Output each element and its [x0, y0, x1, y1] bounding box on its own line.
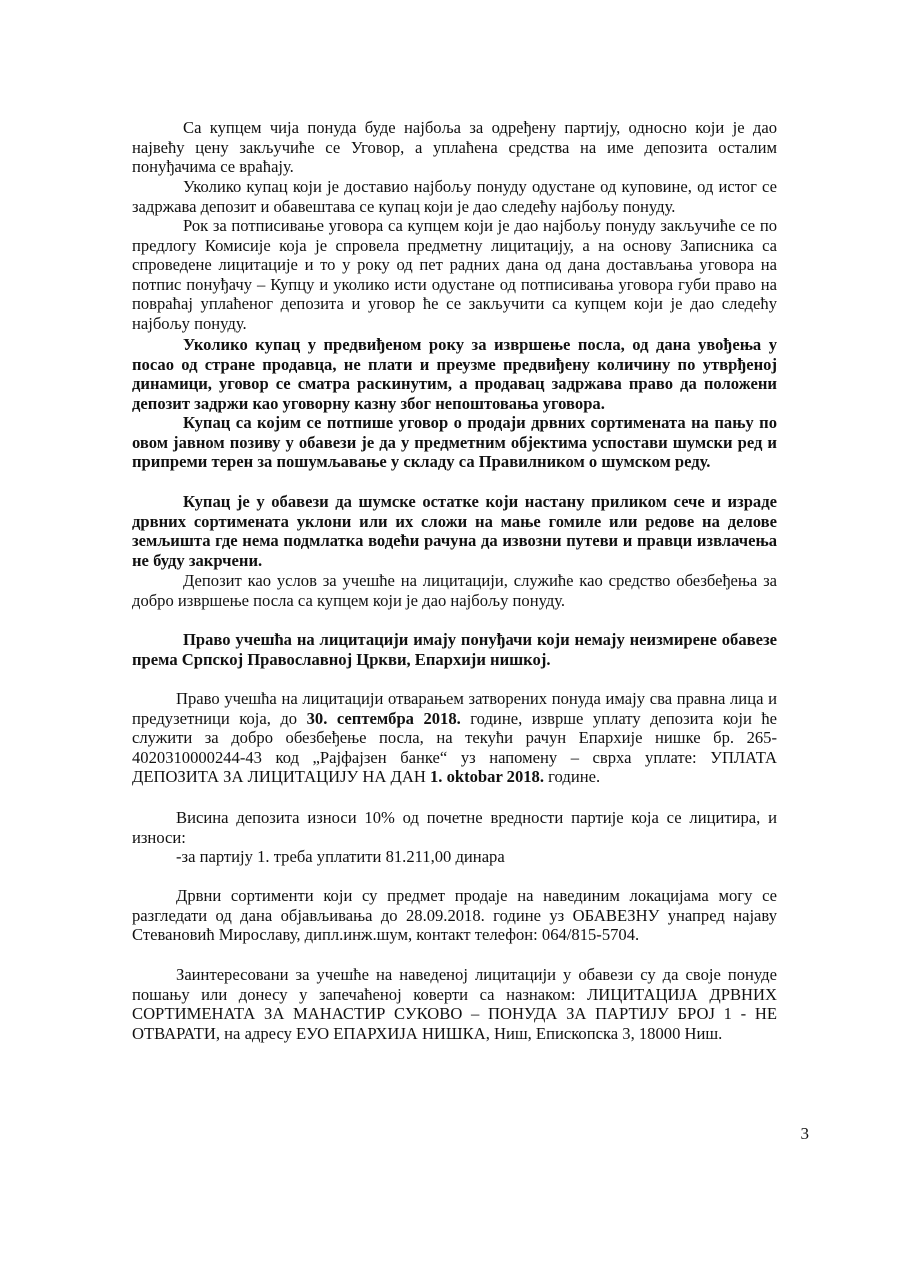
paragraph-forest-order: Купац са којим се потпише уговор о продаји дрвних сортимената на пању по овом јавном позиву у обавези је да у предметним објектима успостави шумски ред и припреми терен за пошумљавање у складу са Правилником о шумском реду.	[132, 413, 777, 472]
paragraph-deposit-security: Депозит као услов за учешће на лицитацији, служиће као средство обезбеђења за добро извршење посла са купцем који је дао најбољу понуду.	[132, 571, 777, 610]
paragraph-participation-right: Право учешћа на лицитацији имају понуђачи који немају неизмирене обавезе према Српској Православној Цркви, Епархији нишкој.	[132, 630, 777, 669]
deposit-text-part: Право учешћа на лицитацији отварањем затворених понуда имају сва правна лица и предузетници која, до	[132, 689, 777, 728]
deposit-text-part: године, изврше уплату депозита који ће служити за добро обезбеђење посла, на текући рачун Епархије нишке бр. 265-4020310000244-43 код „Рајфајзен банке“ уз напомену – сврха уплате: УПЛАТА ДЕПОЗИТА ЗА ЛИЦИТАЦИЈУ НА ДАН	[132, 708, 777, 787]
paragraph-deposit-amount: Висина депозита износи 10% од почетне вредности партије која се лицитира, и износи:	[132, 808, 777, 847]
paragraph-payment-default: Уколико купац у предвиђеном року за извршење посла, од дана увођења у посао од стране продавца, не плати и преузме предвиђену количину по утврђеној динамици, уговор се сматра раскинутим, а продавац задржава право да положени депозит задржи као уговорну казну због непоштовања уговора.	[132, 335, 777, 413]
paragraph-forest-residues: Купац је у обавези да шумске остатке који настану приликом сече и израде дрвних сортимената уклони или их сложи на мање гомиле или редове на делове земљишта где нема подмлатка водећи рачуна да извозни путеви и правци извлачења не буду закрчени.	[132, 492, 777, 570]
page-number: 3	[800, 1124, 809, 1143]
paragraph-signing-deadline: Рок за потписивање уговора са купцем који је дао најбољу понуду закључиће се по предлогу Комисије која је спровела предметну лицитацију, а на основу Записника са спроведене лицитације и то у року од пет радних дана од дана достављања уговора на потпис понуђачу – Купцу и уколико исти одустане од потписивања уговора губи право на повраћај уплаћеног депозита и уговор ће се закључити са купцем који је дао следећу најбољу понуду.	[132, 216, 777, 333]
paragraph-contract-best-bidder: Са купцем чија понуда буде најбоља за одређену партију, односно који је дао највећу цену закључиће се Уговор, а уплаћена средства на име депозита осталим понуђачима се враћају.	[132, 118, 777, 177]
deposit-deadline-date: 30. септембра 2018.	[306, 708, 461, 728]
paragraph-inspection: Дрвни сортименти који су предмет продаје на навединим локацијама могу се разгледати од дана објављивања до 28.09.2018. године уз ОБАВЕЗНУ унапред најаву Стевановић Мирославу, дипл.инж.шум, контакт телефон: 064/815-5704.	[132, 886, 777, 945]
deposit-text-part: године.	[544, 767, 601, 787]
paragraph-buyer-withdrawal: Уколико купац који је доставио најбољу понуду одустане од куповине, од истог се задржава депозит и обавештава се купац који је дао следећу најбољу понуду.	[132, 177, 777, 216]
paragraph-submission: Заинтересовани за учешће на наведеној лицитацији у обавези су да своје понуде пошању или донесу у запечаћеној коверти са назнаком: ЛИЦИТАЦИЈА ДРВНИХ СОРТИМЕНАТА ЗА МАНАСТИР СУКОВО – ПОНУДА ЗА ПАРТИЈУ БРОЈ 1 - НЕ ОТВАРАТИ, на адресу ЕУО ЕПАРХИЈА НИШКА, Ниш, Епископска 3, 18000 Ниш.	[132, 965, 777, 1043]
auction-date: 1. oktobar 2018.	[429, 767, 545, 787]
paragraph-lot-1-amount: -за партију 1. треба уплатити 81.211,00 динара	[176, 847, 505, 866]
paragraph-deposit-payment	[132, 689, 777, 787]
